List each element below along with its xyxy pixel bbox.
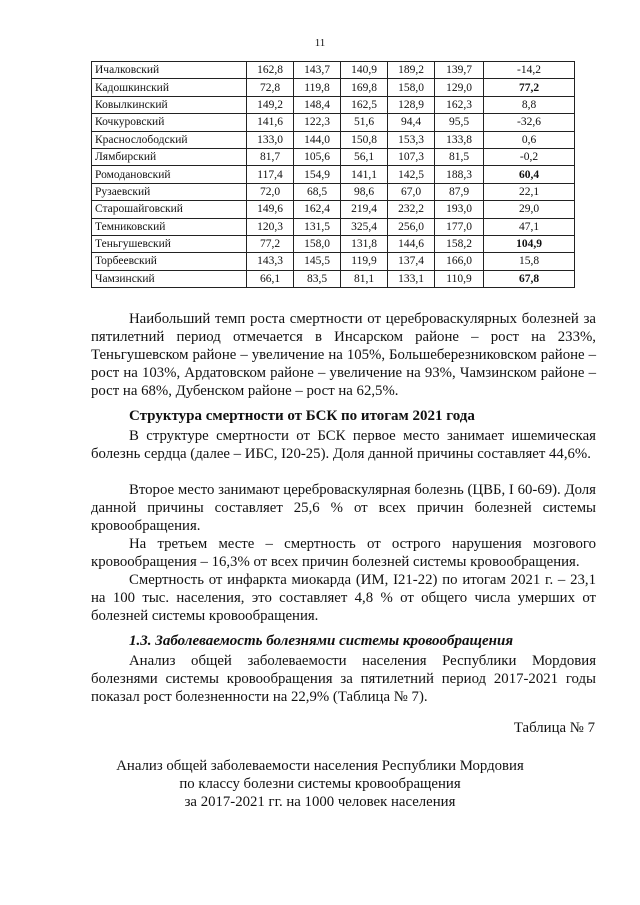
- value-cell-2020: 158,0: [388, 79, 435, 96]
- value-cell-2021: 139,7: [435, 62, 484, 79]
- heading-section-1-3: 1.3. Заболеваемость болезнями системы кровообращения: [129, 633, 514, 649]
- value-cell-2020: 256,0: [388, 218, 435, 235]
- value-cell-2018: 83,5: [294, 270, 341, 287]
- change-percent-cell: 15,8: [484, 253, 575, 270]
- change-percent-cell: 0,6: [484, 131, 575, 148]
- value-cell-2020: 107,3: [388, 148, 435, 165]
- value-cell-2018: 154,9: [294, 166, 341, 183]
- value-cell-2021: 193,0: [435, 201, 484, 218]
- mortality-table: [91, 61, 575, 288]
- paragraph-cvd: Второе место занимают цереброваскулярная болезнь (ЦВБ, I 60-69). Доля данной причины составляет 25,6 % от всех причин болезней системы кровообращения.: [91, 482, 596, 534]
- value-cell-2019: 119,9: [341, 253, 388, 270]
- table-row: [92, 218, 575, 235]
- district-name-cell: Рузаевский: [92, 183, 247, 200]
- value-cell-2019: 325,4: [341, 218, 388, 235]
- value-cell-2020: 128,9: [388, 96, 435, 113]
- table-row: [92, 148, 575, 165]
- table-row: [92, 201, 575, 218]
- change-percent-cell: 47,1: [484, 218, 575, 235]
- value-cell-2017: 162,8: [247, 62, 294, 79]
- value-cell-2019: 150,8: [341, 131, 388, 148]
- district-name-cell: Лямбирский: [92, 148, 247, 165]
- page-number: 11: [314, 37, 326, 49]
- value-cell-2017: 72,8: [247, 79, 294, 96]
- value-cell-2020: 67,0: [388, 183, 435, 200]
- district-name-cell: Ичалковский: [92, 62, 247, 79]
- change-percent-cell: 104,9: [484, 235, 575, 252]
- table-row: [92, 131, 575, 148]
- district-name-cell: Кадошкинский: [92, 79, 247, 96]
- change-percent-cell: 67,8: [484, 270, 575, 287]
- value-cell-2021: 133,8: [435, 131, 484, 148]
- heading-mortality-structure: Структура смертности от БСК по итогам 2021 года: [129, 408, 475, 424]
- change-percent-cell: 29,0: [484, 201, 575, 218]
- district-name-cell: Кочкуровский: [92, 114, 247, 131]
- table-row: [92, 183, 575, 200]
- value-cell-2017: 133,0: [247, 131, 294, 148]
- value-cell-2018: 145,5: [294, 253, 341, 270]
- mortality-table-body: [92, 62, 575, 288]
- value-cell-2019: 141,1: [341, 166, 388, 183]
- district-name-cell: Темниковский: [92, 218, 247, 235]
- value-cell-2018: 143,7: [294, 62, 341, 79]
- change-percent-cell: 8,8: [484, 96, 575, 113]
- value-cell-2017: 81,7: [247, 148, 294, 165]
- value-cell-2018: 68,5: [294, 183, 341, 200]
- table-caption: [0, 757, 640, 811]
- value-cell-2017: 77,2: [247, 235, 294, 252]
- paragraph-infarction: Смертность от инфаркта миокарда (ИМ, I21-22) по итогам 2021 г. – 23,1 на 100 тыс. населения, это составляет 4,8 % от общего числа умерших от болезней системы кровообращения.: [91, 572, 596, 624]
- value-cell-2021: 166,0: [435, 253, 484, 270]
- paragraph-growth-rate: Наибольший темп роста смертности от цереброваскулярных болезней за пятилетний период отмечается в Инсарском районе – рост на 233%, Теньгушевском районе – увеличение на 105%, Большеберезниковском районе – рост на 103%, Ардатовском районе – увеличение на 93%, Чамзинском районе – рост на 68%, Дубенском районе – рост на 62,5%.: [91, 311, 596, 399]
- value-cell-2018: 144,0: [294, 131, 341, 148]
- value-cell-2021: 95,5: [435, 114, 484, 131]
- district-name-cell: Ковылкинский: [92, 96, 247, 113]
- value-cell-2020: 94,4: [388, 114, 435, 131]
- value-cell-2020: 232,2: [388, 201, 435, 218]
- value-cell-2020: 153,3: [388, 131, 435, 148]
- value-cell-2018: 162,4: [294, 201, 341, 218]
- value-cell-2021: 87,9: [435, 183, 484, 200]
- table-row: [92, 270, 575, 287]
- value-cell-2019: 131,8: [341, 235, 388, 252]
- district-name-cell: Торбеевский: [92, 253, 247, 270]
- value-cell-2017: 66,1: [247, 270, 294, 287]
- value-cell-2019: 162,5: [341, 96, 388, 113]
- paragraph-stroke: На третьем месте – смертность от острого нарушения мозгового кровообращения – 16,3% от всех причин болезней системы кровообращения.: [91, 536, 596, 570]
- value-cell-2018: 158,0: [294, 235, 341, 252]
- district-name-cell: Старошайговский: [92, 201, 247, 218]
- table-caption-line-3: за 2017-2021 гг. на 1000 человек населения: [184, 794, 456, 810]
- value-cell-2019: 51,6: [341, 114, 388, 131]
- value-cell-2017: 117,4: [247, 166, 294, 183]
- value-cell-2017: 149,6: [247, 201, 294, 218]
- value-cell-2018: 131,5: [294, 218, 341, 235]
- value-cell-2021: 110,9: [435, 270, 484, 287]
- value-cell-2019: 219,4: [341, 201, 388, 218]
- table-row: [92, 96, 575, 113]
- value-cell-2019: 140,9: [341, 62, 388, 79]
- district-name-cell: Чамзинский: [92, 270, 247, 287]
- value-cell-2020: 189,2: [388, 62, 435, 79]
- value-cell-2021: 129,0: [435, 79, 484, 96]
- paragraph-ihd: В структуре смертности от БСК первое место занимает ишемическая болезнь сердца (далее – ИБС, I20-25). Доля данной причины составляет 44,6%.: [91, 428, 596, 462]
- district-name-cell: Теньгушевский: [92, 235, 247, 252]
- change-percent-cell: -14,2: [484, 62, 575, 79]
- value-cell-2017: 143,3: [247, 253, 294, 270]
- value-cell-2019: 98,6: [341, 183, 388, 200]
- value-cell-2020: 142,5: [388, 166, 435, 183]
- value-cell-2021: 81,5: [435, 148, 484, 165]
- value-cell-2017: 141,6: [247, 114, 294, 131]
- value-cell-2018: 122,3: [294, 114, 341, 131]
- district-name-cell: Ромодановский: [92, 166, 247, 183]
- table-caption-line-1: Анализ общей заболеваемости населения Республики Мордовия: [116, 758, 524, 774]
- table-row: [92, 166, 575, 183]
- change-percent-cell: 77,2: [484, 79, 575, 96]
- value-cell-2020: 144,6: [388, 235, 435, 252]
- value-cell-2017: 149,2: [247, 96, 294, 113]
- change-percent-cell: 60,4: [484, 166, 575, 183]
- value-cell-2020: 137,4: [388, 253, 435, 270]
- value-cell-2018: 105,6: [294, 148, 341, 165]
- value-cell-2019: 56,1: [341, 148, 388, 165]
- value-cell-2021: 188,3: [435, 166, 484, 183]
- table-row: [92, 62, 575, 79]
- table-row: [92, 79, 575, 96]
- value-cell-2018: 148,4: [294, 96, 341, 113]
- value-cell-2021: 158,2: [435, 235, 484, 252]
- change-percent-cell: 22,1: [484, 183, 575, 200]
- district-name-cell: Краснослободский: [92, 131, 247, 148]
- table-row: [92, 114, 575, 131]
- value-cell-2017: 120,3: [247, 218, 294, 235]
- table-label: Таблица № 7: [513, 720, 595, 736]
- value-cell-2019: 81,1: [341, 270, 388, 287]
- change-percent-cell: -32,6: [484, 114, 575, 131]
- value-cell-2017: 72,0: [247, 183, 294, 200]
- table-row: [92, 253, 575, 270]
- table-caption-line-2: по классу болезни системы кровообращения: [179, 776, 461, 792]
- value-cell-2021: 177,0: [435, 218, 484, 235]
- value-cell-2020: 133,1: [388, 270, 435, 287]
- value-cell-2018: 119,8: [294, 79, 341, 96]
- paragraph-morbidity-analysis: Анализ общей заболеваемости населения Республики Мордовия болезнями системы кровообращения за пятилетний период 2017-2021 годы показал рост болезненности на 22,9% (Таблица № 7).: [91, 653, 596, 705]
- table-row: [92, 235, 575, 252]
- value-cell-2021: 162,3: [435, 96, 484, 113]
- value-cell-2019: 169,8: [341, 79, 388, 96]
- change-percent-cell: -0,2: [484, 148, 575, 165]
